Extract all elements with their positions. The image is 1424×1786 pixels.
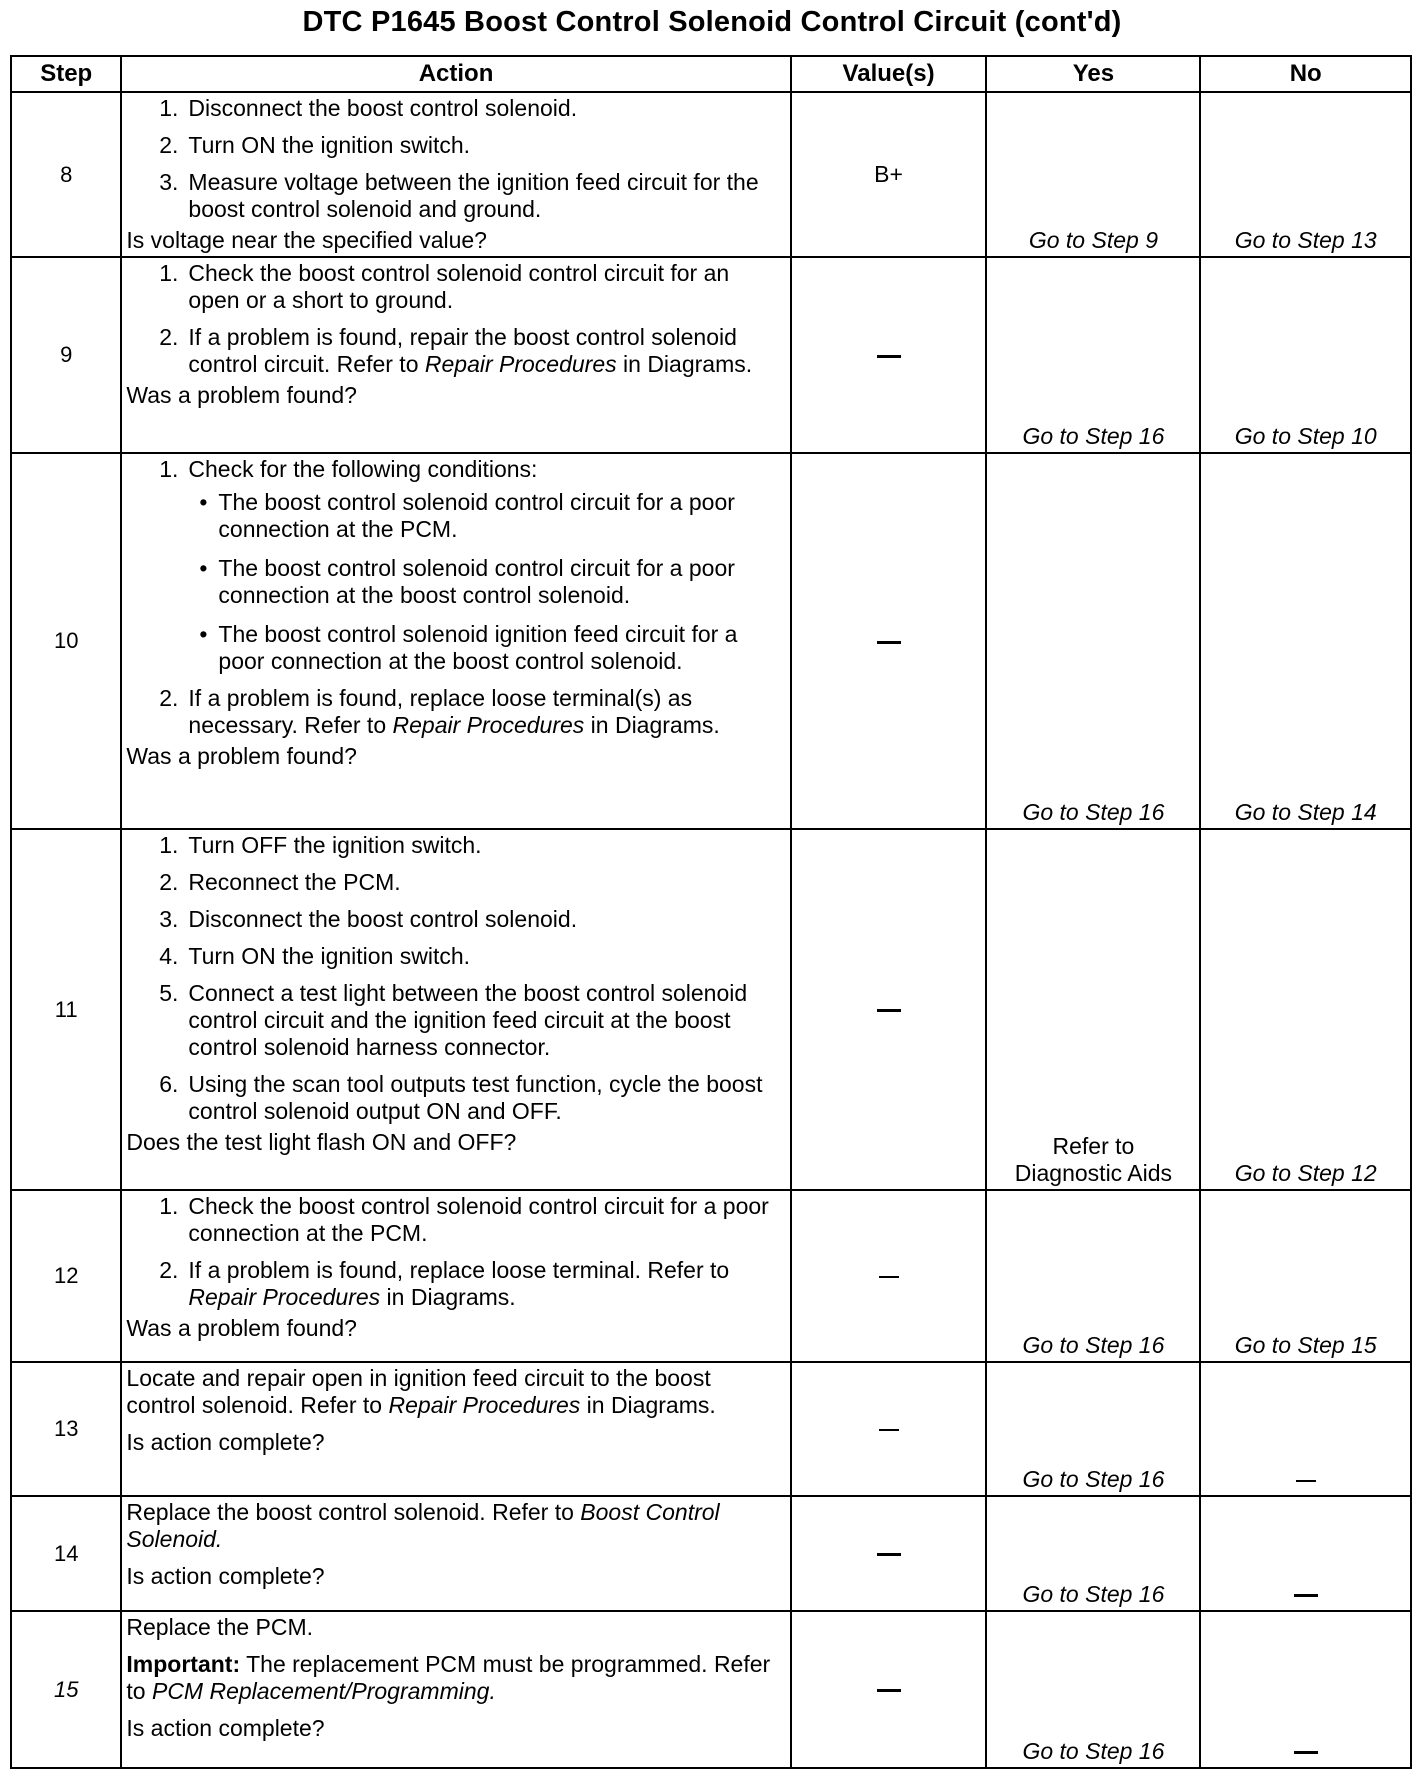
no-cell xyxy=(1200,1362,1411,1496)
step-text: Turn OFF the ignition switch. xyxy=(188,832,482,858)
dash-mark xyxy=(1294,1751,1318,1754)
action-step xyxy=(126,906,783,933)
yes-link[interactable]: Go to Step 9 xyxy=(986,92,1200,257)
value-cell xyxy=(791,1496,987,1611)
table-row xyxy=(11,1496,1411,1611)
action-cell xyxy=(121,1496,790,1611)
step-index: 2. xyxy=(159,132,179,158)
step-text-end: in Diagrams. xyxy=(616,351,753,377)
action-question: Was a problem found? xyxy=(126,1315,357,1341)
action-question: Was a problem found? xyxy=(126,743,357,769)
action-question: Is action complete? xyxy=(126,1715,325,1741)
step-index: 1. xyxy=(159,95,179,121)
value-cell xyxy=(791,829,987,1190)
repair-procedures-link[interactable]: Repair Procedures xyxy=(424,351,617,377)
action-cell xyxy=(121,257,790,453)
yes-link[interactable] xyxy=(986,829,1200,1190)
action-step xyxy=(126,1257,783,1311)
action-step xyxy=(126,980,783,1061)
action-step xyxy=(126,1193,783,1247)
action-text: Replace the boost control solenoid. Refer to xyxy=(126,1499,581,1525)
action-question: Is action complete? xyxy=(126,1429,325,1455)
step-number: 9 xyxy=(11,257,121,453)
step-text: If a problem is found, replace loose terminal. Refer to xyxy=(188,1257,730,1283)
diagnostic-table xyxy=(10,55,1412,1769)
step-index: 2. xyxy=(159,869,179,895)
step-index: 2. xyxy=(159,685,179,711)
condition-text: The boost control solenoid ignition feed circuit for a poor connection at the boost control solenoid. xyxy=(218,621,738,674)
repair-procedures-link[interactable]: Repair Procedures xyxy=(188,1284,381,1310)
step-text: Measure voltage between the ignition feed circuit for the boost control solenoid and ground. xyxy=(188,169,759,222)
repair-procedures-link[interactable]: Repair Procedures xyxy=(388,1392,581,1418)
value-cell xyxy=(791,1190,987,1362)
step-number: 15 xyxy=(11,1611,121,1768)
action-cell xyxy=(121,829,790,1190)
boost-control-solenoid-link[interactable]: Boost Control Solenoid. xyxy=(126,1499,720,1552)
step-text-end: in Diagrams. xyxy=(584,712,720,738)
no-cell xyxy=(1200,1611,1411,1768)
yes-link[interactable]: Go to Step 16 xyxy=(986,1611,1200,1768)
no-link[interactable]: Go to Step 10 xyxy=(1200,257,1411,453)
step-text: If a problem is found, replace loose terminal(s) as necessary. Refer to xyxy=(188,685,693,738)
dash-mark xyxy=(1296,1480,1316,1482)
no-link[interactable]: Go to Step 15 xyxy=(1200,1190,1411,1362)
step-text: Reconnect the PCM. xyxy=(188,869,401,895)
no-link[interactable]: Go to Step 12 xyxy=(1200,829,1411,1190)
step-text: Check the boost control solenoid control circuit for a poor connection at the PCM. xyxy=(188,1193,769,1246)
diagnostic-aids-link[interactable]: Diagnostic Aids xyxy=(1014,1160,1173,1186)
dash-mark xyxy=(879,1276,899,1278)
table-row xyxy=(11,92,1411,257)
table-row xyxy=(11,453,1411,829)
yes-link[interactable]: Go to Step 16 xyxy=(986,1496,1200,1611)
action-cell xyxy=(121,92,790,257)
step-number: 11 xyxy=(11,829,121,1190)
condition-text: The boost control solenoid control circuit for a poor connection at the PCM. xyxy=(218,489,735,542)
no-link[interactable]: Go to Step 13 xyxy=(1200,92,1411,257)
step-number: 10 xyxy=(11,453,121,829)
dash-mark xyxy=(877,1689,901,1692)
step-index: 1. xyxy=(159,832,179,858)
table-row xyxy=(11,1362,1411,1496)
action-step xyxy=(126,832,783,859)
action-cell xyxy=(121,453,790,829)
dash-mark xyxy=(877,1009,901,1012)
step-text: Check the boost control solenoid control circuit for an open or a short to ground. xyxy=(188,260,730,313)
step-text: Check for the following conditions: xyxy=(188,456,538,482)
yes-link[interactable]: Go to Step 16 xyxy=(986,1362,1200,1496)
dash-mark xyxy=(877,355,901,358)
action-question: Was a problem found? xyxy=(126,382,357,408)
step-index: 5. xyxy=(159,980,179,1006)
action-cell xyxy=(121,1190,790,1362)
step-number: 14 xyxy=(11,1496,121,1611)
step-text: Using the scan tool outputs test function, cycle the boost control solenoid output ON and OFF. xyxy=(188,1071,763,1124)
step-text: If a problem is found, repair the boost control solenoid control circuit. Refer to xyxy=(188,324,737,377)
yes-link[interactable]: Go to Step 16 xyxy=(986,453,1200,829)
refer-to-label: Refer to xyxy=(1052,1133,1135,1159)
value-cell xyxy=(791,1611,987,1768)
step-index: 1. xyxy=(159,456,179,482)
step-index: 1. xyxy=(159,260,179,286)
action-question: Is voltage near the specified value? xyxy=(126,227,487,253)
action-step xyxy=(126,1071,783,1125)
value-cell xyxy=(791,1362,987,1496)
step-number: 13 xyxy=(11,1362,121,1496)
step-number: 8 xyxy=(11,92,121,257)
action-cell xyxy=(121,1362,790,1496)
header-step: Step xyxy=(11,56,121,92)
step-text: Turn ON the ignition switch. xyxy=(188,943,471,969)
header-row xyxy=(11,56,1411,92)
value-cell xyxy=(791,257,987,453)
action-step xyxy=(126,132,783,159)
action-step xyxy=(126,95,783,122)
step-index: 3. xyxy=(159,906,179,932)
action-step xyxy=(126,685,783,739)
step-index: 6. xyxy=(159,1071,179,1097)
important-text: The replacement PCM must be programmed. Refer to xyxy=(126,1651,771,1704)
header-action: Action xyxy=(121,56,790,92)
action-step xyxy=(126,324,783,378)
value-cell xyxy=(791,453,987,829)
action-step xyxy=(126,260,783,314)
action-cell xyxy=(121,1611,790,1768)
action-text: Replace the PCM. xyxy=(126,1614,314,1640)
action-text: Locate and repair open in ignition feed circuit to the boost control solenoid. Refer to xyxy=(126,1365,711,1418)
step-text-end: in Diagrams. xyxy=(380,1284,516,1310)
step-number: 12 xyxy=(11,1190,121,1362)
dash-mark xyxy=(877,1553,901,1556)
action-step xyxy=(126,943,783,970)
step-text: Connect a test light between the boost control solenoid control circuit and the ignition feed circuit at the boost control solenoid harness connector. xyxy=(188,980,748,1060)
no-link[interactable]: Go to Step 14 xyxy=(1200,453,1411,829)
action-step xyxy=(126,869,783,896)
dash-mark xyxy=(1294,1594,1318,1597)
action-step xyxy=(126,169,783,223)
step-index: 3. xyxy=(159,169,179,195)
step-text: Disconnect the boost control solenoid. xyxy=(188,906,578,932)
bullet-mark: • xyxy=(199,489,208,515)
header-yes: Yes xyxy=(986,56,1200,92)
table-row xyxy=(11,257,1411,453)
value-cell: B+ xyxy=(791,92,987,257)
condition-text: The boost control solenoid control circuit for a poor connection at the boost control solenoid. xyxy=(218,555,735,608)
condition-bullet xyxy=(188,621,783,675)
yes-link[interactable]: Go to Step 16 xyxy=(986,257,1200,453)
table-row xyxy=(11,1190,1411,1362)
no-cell xyxy=(1200,1496,1411,1611)
condition-bullet xyxy=(188,489,783,543)
step-index: 1. xyxy=(159,1193,179,1219)
bullet-mark: • xyxy=(199,555,208,581)
step-index: 2. xyxy=(159,1257,179,1283)
bullet-mark: • xyxy=(199,621,208,647)
action-question: Is action complete? xyxy=(126,1563,325,1589)
condition-bullet xyxy=(188,555,783,609)
important-label: Important: xyxy=(126,1651,241,1677)
step-text: Turn ON the ignition switch. xyxy=(188,132,471,158)
pcm-replacement-link[interactable]: PCM Replacement/Programming. xyxy=(151,1678,496,1704)
page-title: DTC P1645 Boost Control Solenoid Control Circuit (cont'd) xyxy=(302,6,1122,38)
dash-mark xyxy=(879,1429,899,1431)
action-step xyxy=(126,456,783,675)
repair-procedures-link[interactable]: Repair Procedures xyxy=(392,712,585,738)
action-text-end: in Diagrams. xyxy=(580,1392,716,1418)
action-question: Does the test light flash ON and OFF? xyxy=(126,1129,517,1155)
step-text: Disconnect the boost control solenoid. xyxy=(188,95,578,121)
header-values: Value(s) xyxy=(791,56,987,92)
header-no: No xyxy=(1200,56,1411,92)
dash-mark xyxy=(877,641,901,644)
table-row xyxy=(11,1611,1411,1768)
step-index: 2. xyxy=(159,324,179,350)
table-row xyxy=(11,829,1411,1190)
step-index: 4. xyxy=(159,943,179,969)
yes-link[interactable]: Go to Step 16 xyxy=(986,1190,1200,1362)
